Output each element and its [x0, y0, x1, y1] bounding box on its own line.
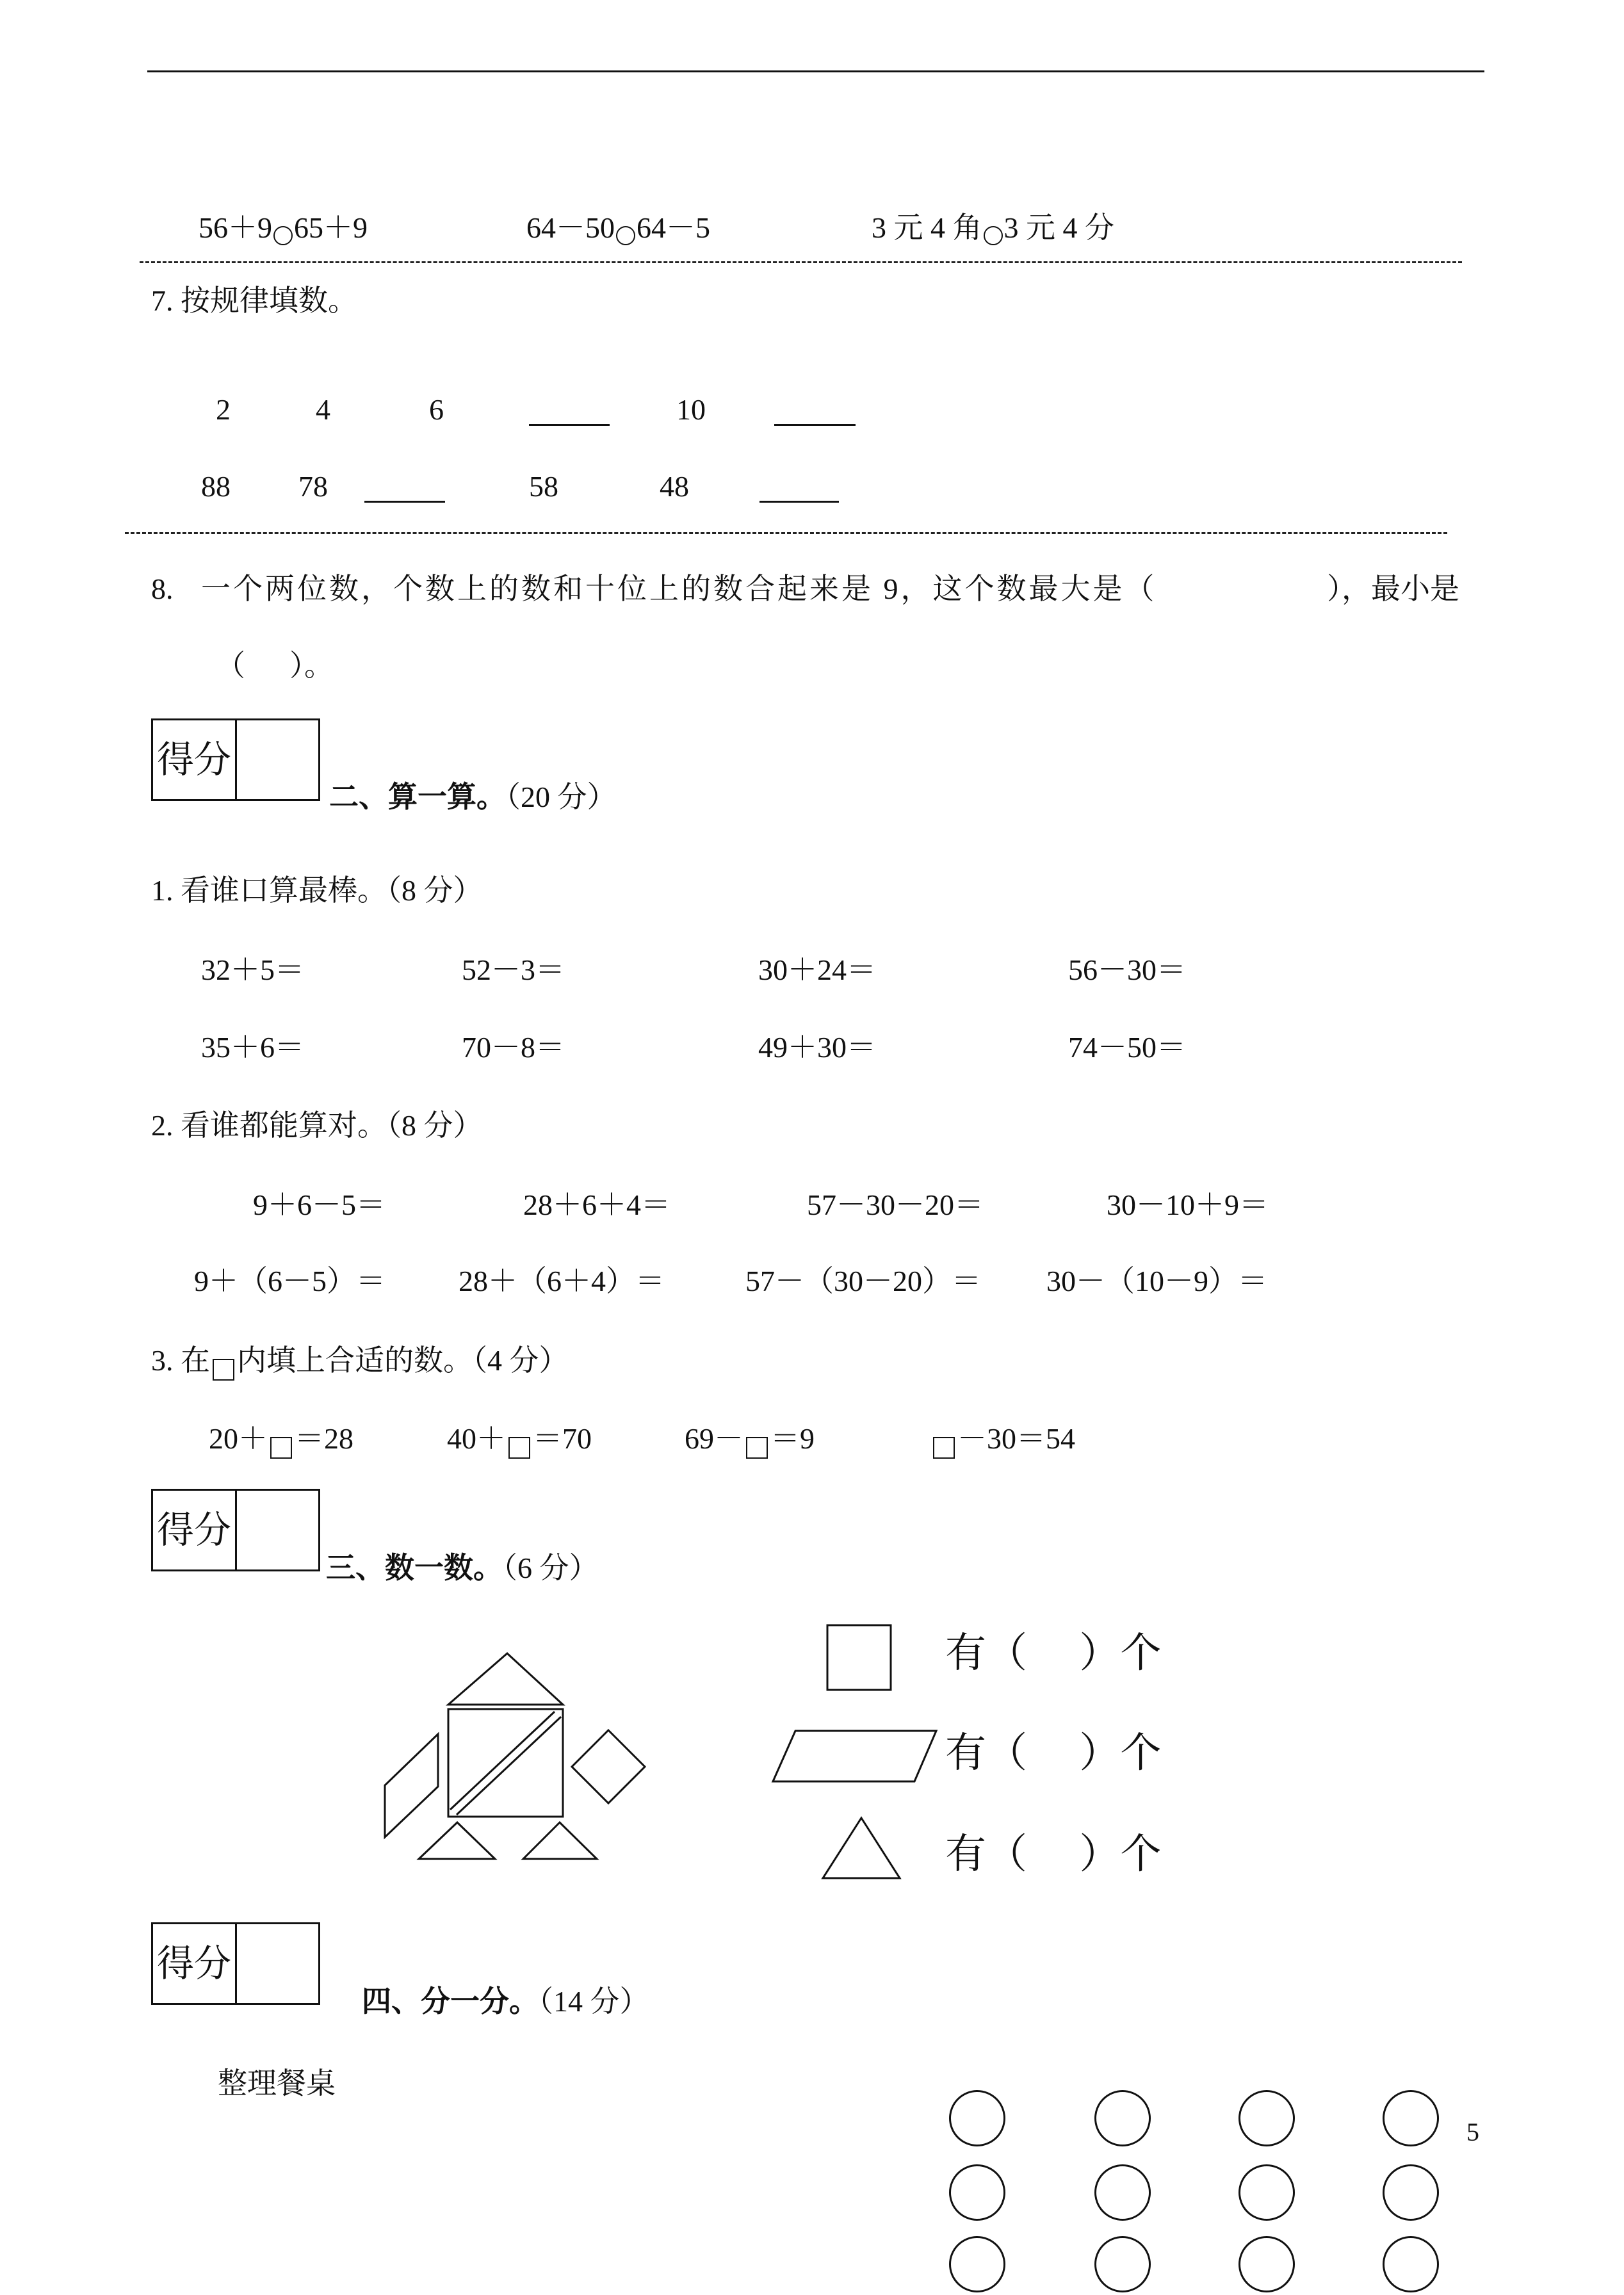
answer-box[interactable] [746, 1437, 768, 1459]
q2-problem: 57－30－20＝ [807, 1188, 984, 1221]
plate-circle [1383, 2236, 1439, 2292]
tangram-robot-figure [371, 1639, 666, 1883]
shape-legend [762, 1614, 954, 1889]
plate-circle [1383, 2090, 1439, 2146]
score-cell[interactable] [235, 1924, 318, 2003]
triangle-count-answer[interactable]: 有（ ）个 [945, 1831, 1162, 1878]
q2-problem: 30－10＋9＝ [1107, 1188, 1269, 1221]
dashed-separator [140, 261, 1462, 263]
comparison-item [526, 213, 710, 245]
score-box [151, 1489, 320, 1571]
q3-title-prefix: 3. 在 [151, 1344, 210, 1377]
seq1-number: 4 [316, 393, 330, 426]
square-icon [827, 1625, 891, 1690]
q3-right: ＝28 [295, 1422, 353, 1455]
q2-title: 2. 看谁都能算对。（8 分） [151, 1109, 483, 1142]
q7-title: 7. 按规律填数。 [151, 284, 357, 317]
triangle-icon [823, 1818, 900, 1878]
q1-problem: 49＋30＝ [758, 1031, 876, 1064]
comparison-left: 56＋9 [199, 211, 272, 244]
q3-title [151, 1346, 569, 1381]
q3-title-suffix: 内填上合适的数。（4 分） [237, 1344, 569, 1377]
plate-circle [949, 2164, 1005, 2221]
robot-head-triangle [448, 1653, 563, 1705]
answer-box[interactable] [508, 1437, 530, 1459]
plate-circle [1238, 2236, 1295, 2292]
section4-heading [362, 1987, 649, 2016]
q1-problem: 35＋6＝ [201, 1031, 304, 1064]
q3-problem [447, 1424, 592, 1459]
q2-problem: 28＋6＋4＝ [523, 1188, 670, 1221]
score-cell[interactable] [235, 1491, 318, 1569]
seq2-number: 88 [201, 470, 231, 503]
compare-circle-blank[interactable] [273, 226, 293, 245]
q3-right: －30＝54 [957, 1422, 1075, 1455]
q8-number: 8. [151, 572, 174, 605]
plate-circle [949, 2090, 1005, 2146]
compare-circle-blank[interactable] [984, 226, 1003, 245]
robot-body-diagonal [457, 1717, 561, 1815]
section3-points: （6 分） [503, 1552, 599, 1584]
seq1-number: 6 [429, 393, 444, 426]
q8-text-end: ），最小是 [1327, 572, 1459, 605]
seq2-answer-blank[interactable] [364, 501, 445, 503]
comparison-right: 3 元 4 分 [1003, 211, 1114, 244]
seq1-number: 10 [676, 393, 706, 426]
section4-points: （14 分） [539, 1985, 649, 2018]
q3-right: ＝70 [533, 1422, 592, 1455]
score-cell[interactable] [235, 720, 318, 799]
q2-problem: 57－（30－20）＝ [745, 1265, 981, 1297]
q3-problem [685, 1424, 815, 1459]
robot-foot-triangle [419, 1822, 495, 1859]
seq1-answer-blank[interactable] [774, 424, 856, 426]
q1-problem: 30＋24＝ [758, 953, 876, 986]
plate-circle [1094, 2090, 1151, 2146]
page-number: 5 [1466, 2118, 1479, 2146]
q3-right: ＝9 [770, 1422, 815, 1455]
plate-circle [949, 2236, 1005, 2292]
answer-box[interactable] [933, 1437, 955, 1459]
section2-points: （20 分） [506, 781, 617, 813]
section4-subtitle: 整理餐桌 [218, 2067, 336, 2100]
q1-problem: 32＋5＝ [201, 953, 304, 986]
seq2-number: 58 [529, 470, 558, 503]
score-label: 得分 [156, 738, 231, 781]
seq1-number: 2 [216, 393, 231, 426]
q3-left: 20＋ [209, 1422, 268, 1455]
plate-circle [1094, 2164, 1151, 2221]
section2-heading [329, 783, 617, 812]
compare-circle-blank[interactable] [616, 226, 635, 245]
q8-answer-blank[interactable]: （ ）。 [216, 649, 334, 682]
seq1-answer-blank[interactable] [529, 424, 610, 426]
robot-body-square [448, 1709, 563, 1817]
comparison-left: 64－50 [526, 211, 615, 244]
section4-title: 四、分一分。 [362, 1985, 539, 2018]
comparison-left: 3 元 4 角 [872, 211, 982, 244]
comparison-right: 64－5 [637, 211, 710, 244]
plate-circle [1383, 2164, 1439, 2221]
q8-text: 一个两位数，个数上的数和十位上的数合起来是 9，这个数最大是（ [201, 572, 1157, 605]
robot-foot-triangle [523, 1822, 597, 1859]
q1-problem: 74－50＝ [1068, 1031, 1186, 1064]
seq2-number: 78 [298, 470, 328, 503]
section2-title: 二、算一算。 [329, 781, 506, 813]
score-label: 得分 [156, 1508, 231, 1552]
q1-problem: 70－8＝ [462, 1031, 565, 1064]
plate-circle [1238, 2090, 1295, 2146]
parallelogram-count-answer[interactable]: 有（ ）个 [945, 1730, 1162, 1777]
q3-left: 40＋ [447, 1422, 506, 1455]
section3-title: 三、数一数。 [326, 1552, 503, 1584]
q3-problem [209, 1424, 353, 1459]
top-rule [147, 70, 1484, 72]
answer-box[interactable] [270, 1437, 292, 1459]
section3-heading [326, 1553, 599, 1583]
seq2-number: 48 [660, 470, 689, 503]
parallelogram-icon [773, 1731, 936, 1781]
q1-problem: 52－3＝ [462, 953, 565, 986]
score-box [151, 1922, 320, 2005]
q3-left: 69－ [685, 1422, 743, 1455]
robot-body-diagonal [450, 1712, 555, 1810]
q1-title: 1. 看谁口算最棒。（8 分） [151, 874, 483, 907]
q2-problem: 9＋（6－5）＝ [194, 1265, 386, 1297]
dashed-separator [125, 532, 1447, 534]
comparison-item [199, 213, 368, 245]
robot-arm-parallelogram [385, 1734, 438, 1837]
comparison-item [872, 213, 1114, 245]
score-label: 得分 [156, 1942, 231, 1985]
box-icon [213, 1359, 234, 1381]
q2-problem: 28＋（6＋4）＝ [459, 1265, 665, 1297]
seq2-answer-blank[interactable] [759, 501, 839, 503]
plate-circle [1094, 2236, 1151, 2292]
plate-circle [1238, 2164, 1295, 2221]
robot-arm-diamond [572, 1730, 645, 1803]
q3-problem [930, 1424, 1075, 1459]
score-box [151, 718, 320, 801]
q2-problem: 30－（10－9）＝ [1046, 1265, 1267, 1297]
q1-problem: 56－30＝ [1068, 953, 1186, 986]
q2-problem: 9＋6－5＝ [253, 1188, 386, 1221]
square-count-answer[interactable]: 有（ ）个 [945, 1630, 1162, 1677]
comparison-right: 65＋9 [294, 211, 368, 244]
